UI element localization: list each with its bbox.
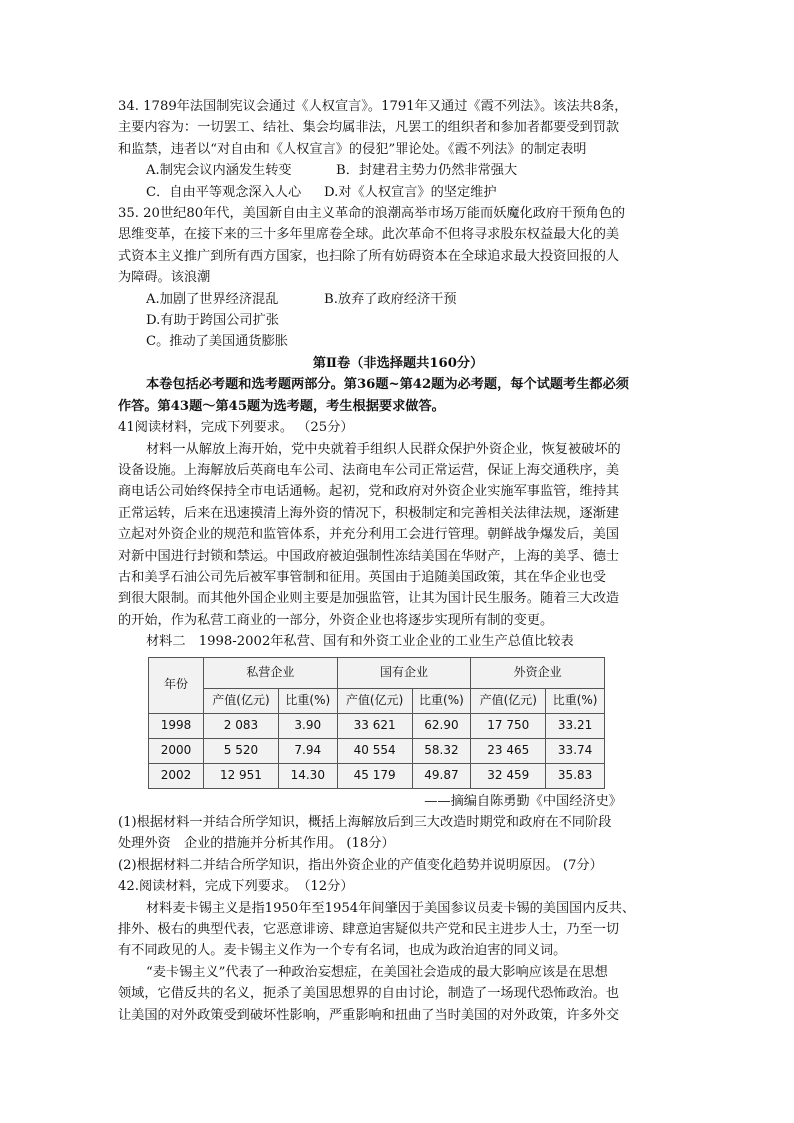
q41-material1-line6: 对新中国进行封锁和禁运。中国政府被迫强制性冻结美国在华财产，上海的美孚、德士 bbox=[118, 548, 620, 564]
table-cell: 3.90 bbox=[278, 713, 337, 738]
q41-material1-line7: 古和美孚石油公司先后被军事管制和征用。英国由于追随美国政策，其在华企业也受 bbox=[118, 569, 606, 585]
table-cell: 1998 bbox=[149, 713, 204, 738]
q34-option-b: B．封建君主势力仍然非常强大 bbox=[336, 163, 518, 179]
q34-stem-line1: 34. 1789年法国制宪议会通过《人权宣言》。1791年又通过《霞不列法》。该法共8条， bbox=[118, 99, 628, 114]
q42-para1-line3: 有不同政见的人。麦卡锡主义作为一个专有名词，也成为政治迫害的同义词。 bbox=[118, 943, 567, 959]
q35-option-d: D.有助于跨国公司扩张 bbox=[146, 313, 279, 329]
table-subheader-value: 产值(亿元) bbox=[471, 688, 546, 713]
industrial-output-table bbox=[148, 657, 605, 789]
q42-para1-line2: 排外、极右的典型代表，它恶意诽谤、肆意迫害疑似共产党和民主进步人士，乃至一切 bbox=[118, 922, 620, 937]
table-row bbox=[149, 713, 605, 738]
q42-para2-line2: 领域，它借反共的名义，扼杀了美国思想界的自由讨论，制造了一场现代恐怖政治。也 bbox=[118, 986, 620, 1002]
table-subheader-share: 比重(%) bbox=[412, 688, 471, 713]
q35-option-a: A.加剧了世界经济混乱 bbox=[146, 291, 279, 307]
q42-para2-line3: 让美国的对外政策受到破坏性影响，严重影响和扭曲了当时美国的对外政策，许多外交 bbox=[118, 1007, 620, 1023]
section2-note-line1: 本卷包括必考题和选考题两部分。第36题~第42题为必考题，每个试题考生都必须 bbox=[146, 377, 629, 393]
table-cell: 14.30 bbox=[278, 763, 337, 788]
table-row bbox=[149, 763, 605, 788]
table-cell: 32 459 bbox=[471, 763, 546, 788]
table-cell: 33 621 bbox=[337, 713, 412, 738]
q41-material1-line1: 材料一从解放上海开始，党中央就着手组织人民群众保护外资企业，恢复被破坏的 bbox=[146, 441, 621, 457]
table-row bbox=[149, 738, 605, 763]
q41-material1-line5: 立起对外资企业的规范和监管体系，并充分利用工会进行管理。朝鲜战争爆发后，美国 bbox=[118, 527, 620, 543]
table-header-state: 国有企业 bbox=[337, 657, 471, 688]
table-header-year: 年份 bbox=[149, 657, 204, 713]
table-subheader-value: 产值(亿元) bbox=[337, 688, 412, 713]
q34-option-d: D.对《人权宣言》的坚定维护 bbox=[324, 184, 497, 200]
q41-material1-line4: 正常运转，后来在迅速摸清上海外资的情况下，积极制定和完善相关法律法规，逐渐建 bbox=[118, 505, 620, 521]
exam-page bbox=[118, 96, 678, 1026]
table-cell: 62.90 bbox=[412, 713, 471, 738]
q34-options-row2 bbox=[118, 182, 678, 203]
table-header-foreign: 外资企业 bbox=[471, 657, 605, 688]
q41-material2-title: 材料二 1998-2002年私营、国有和外资工业企业的工业生产总值比较表 bbox=[146, 634, 574, 650]
table-subheader-value: 产值(亿元) bbox=[204, 688, 279, 713]
q41-ask2: (2)根据材料二并结合所学知识，指出外资企业的产值变化趋势并说明原因。 (7分） bbox=[118, 857, 603, 873]
table-header-private: 私营企业 bbox=[204, 657, 338, 688]
table-cell: 45 179 bbox=[337, 763, 412, 788]
q41-material1-line3: 商电话公司始终保持全市电话通畅。起初，党和政府对外资企业实施军事监管，维持其 bbox=[118, 484, 620, 500]
table-cell: 35.83 bbox=[546, 763, 605, 788]
table-source: ——摘编自陈勇勤《中国经济史》 bbox=[424, 793, 622, 809]
table-subheader-share: 比重(%) bbox=[546, 688, 605, 713]
q35-option-b: B.放弃了政府经济干预 bbox=[324, 291, 457, 307]
table-cell: 7.94 bbox=[278, 738, 337, 763]
q41-header: 41阅读材料，完成下列要求。 （25分） bbox=[118, 420, 354, 436]
q35-stem-line3: 式资本主义推广到所有西方国家，也扫除了所有妨碍资本在全球追求最大投资回报的人 bbox=[118, 248, 620, 264]
q35-option-c: C。推动了美国通货膨胀 bbox=[146, 334, 288, 350]
q34-options-row1 bbox=[118, 160, 678, 181]
q35-stem-line4: 为障碍。该浪潮 bbox=[118, 270, 211, 286]
q34-option-a: A.制宪会议内涵发生转变 bbox=[146, 163, 292, 179]
table-cell: 2 083 bbox=[204, 713, 279, 738]
q34-option-c: C．自由平等观念深入人心 bbox=[146, 184, 302, 200]
table-cell: 58.32 bbox=[412, 738, 471, 763]
q42-header: 42.阅读材料，完成下列要求。 （12分） bbox=[118, 879, 354, 895]
table-cell: 2002 bbox=[149, 763, 204, 788]
table-cell: 33.21 bbox=[546, 713, 605, 738]
q35-stem-line2: 思维变革，在接下来的三十多年里席卷全球。此次革命不但将寻求股东权益最大化的美 bbox=[118, 227, 620, 243]
q34-stem-line3: 和监禁，违者以“对自由和《人权宣言》的侵犯”罪论处。《霞不列法》的制定表明 bbox=[118, 141, 587, 157]
table-cell: 40 554 bbox=[337, 738, 412, 763]
q41-material1-line8: 到很大限制。而其他外国企业则主要是加强监管，让其为国计民生服务。随着三大改造 bbox=[118, 591, 620, 607]
section2-note-line2: 作答。第43题～第45题为选考题，考生根据要求做答。 bbox=[118, 398, 445, 414]
q42-para1-line1: 材料麦卡锡主义是指1950年至1954年间肇因于美国参议员麦卡锡的美国国内反共、 bbox=[146, 900, 636, 916]
table-cell: 49.87 bbox=[412, 763, 471, 788]
table-cell: 17 750 bbox=[471, 713, 546, 738]
section2-title: 第Ⅱ卷（非选择题共160分） bbox=[312, 355, 484, 371]
table-cell: 23 465 bbox=[471, 738, 546, 763]
q35-options-row1 bbox=[118, 289, 678, 310]
q41-ask1-line2: 处理外资 企业的措施并分析其作用。 (18分） bbox=[118, 836, 395, 852]
table-cell: 12 951 bbox=[204, 763, 279, 788]
q41-material1-line9: 的开始，作为私营工商业的一部分，外资企业也将逐步实现所有制的变更。 bbox=[118, 612, 554, 628]
table-cell: 2000 bbox=[149, 738, 204, 763]
q41-ask1-line1: (1)根据材料一并结合所学知识，概括上海解放后到三大改造时期党和政府在不同阶段 bbox=[118, 814, 612, 830]
q35-stem-line1: 35. 20世纪80年代，美国新自由主义革命的浪潮高举市场万能而妖魔化政府干预角色的 bbox=[118, 206, 626, 222]
q41-material1-line2: 设备设施。上海解放后英商电车公司、法商电车公司正常运营，保证上海交通秩序，美 bbox=[118, 462, 620, 478]
table-cell: 5 520 bbox=[204, 738, 279, 763]
table-cell: 33.74 bbox=[546, 738, 605, 763]
q34-stem-line2: 主要内容为：一切罢工、结社、集会均属非法，凡罢工的组织者和参加者都要受到罚款 bbox=[118, 120, 620, 136]
table-subheader-share: 比重(%) bbox=[278, 688, 337, 713]
q42-para2-line1: “麦卡锡主义”代表了一种政治妄想症，在美国社会造成的最大影响应该是在思想 bbox=[146, 964, 608, 980]
